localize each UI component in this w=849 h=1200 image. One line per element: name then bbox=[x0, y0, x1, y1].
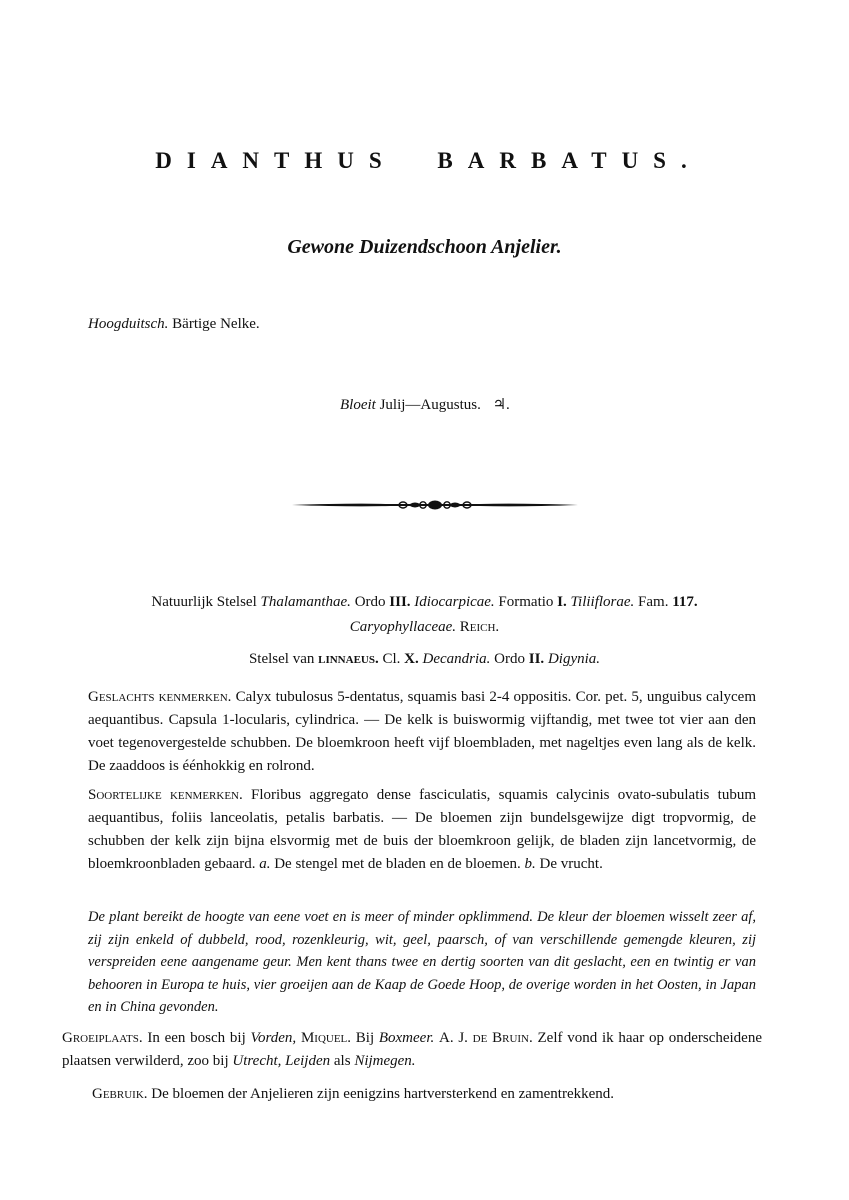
ordo2-name: Digynia. bbox=[547, 651, 601, 667]
formatio-label: Formatio bbox=[498, 594, 554, 610]
formatio-name: Tiliiflorae. bbox=[570, 594, 635, 610]
natural-system-line bbox=[0, 594, 849, 611]
class-name: Decandria. bbox=[422, 651, 491, 667]
system-label: Natuurlijk Stelsel bbox=[151, 594, 257, 610]
genus-text: Calyx tubulosus 5-dentatus, squamis basi 2-4 oppositis. Cor. pet. 5, unguibus calycem aequantibus. Capsula 1-locularis, cylindrica. — De kelk is buiswormig vijftandig, met twee tot vier aan den voet tegenovergestelde schubben. De bloemkroon heeft vijf bloembladen, met nageltjes even lang als de kelk. De zaaddoos is éénhokkig en rolrond. bbox=[88, 689, 756, 774]
formatio-number: I. bbox=[557, 594, 567, 610]
place-boxmeer: Boxmeer. bbox=[378, 1030, 435, 1046]
place-leijden: Leijden bbox=[285, 1053, 331, 1069]
habitat-text-2: Bij bbox=[355, 1030, 375, 1046]
perennial-symbol: ♃. bbox=[492, 397, 510, 413]
usage-paragraph bbox=[92, 1083, 760, 1106]
german-name-line bbox=[88, 316, 260, 333]
ordo2-label: Ordo bbox=[494, 651, 525, 667]
species-label: Soortelijke kenmerken. bbox=[88, 787, 243, 803]
figure-a-caption: De stengel met de bladen en de bloemen. bbox=[274, 856, 521, 872]
german-name: Bärtige Nelke. bbox=[172, 316, 260, 332]
linnaeus-name: linnaeus. bbox=[318, 651, 379, 667]
page-title: DIANTHUS BARBATUS. bbox=[155, 148, 702, 173]
habitat-text-1: In een bosch bij bbox=[147, 1030, 246, 1046]
habitat-label: Groeiplaats. bbox=[62, 1030, 143, 1046]
bloom-period: Julij—Augustus. bbox=[379, 397, 481, 413]
ordo-label: Ordo bbox=[354, 594, 386, 610]
description-paragraph: De plant bereikt de hoogte van eene voet en is meer of minder opklimmend. De kleur der bloemen wisselt zeer af, zij zijn enkeld of dubbeld, rood, rozenkleurig, wit, geel, paarsch, of van verschillende gemengde kleuren, zij verspreiden eene aangename geur. Men kent thans twee en dertig soorten van dit geslacht, een en twintig er van behooren in Europa te huis, vier groeijen aan de Kaap de Goede Hoop, de overige worden in het Oosten, in Japan en in China gevonden. bbox=[88, 909, 756, 1015]
linnaeus-label: Stelsel van bbox=[248, 651, 315, 667]
linnaeus-system-line bbox=[0, 651, 849, 668]
ordo-number: III. bbox=[389, 594, 411, 610]
species-characteristics bbox=[88, 784, 756, 876]
habitat-text-4: als bbox=[333, 1053, 351, 1069]
bloom-label: Bloeit bbox=[340, 397, 376, 413]
family-author: Reich. bbox=[459, 619, 500, 635]
genus-label: Geslachts kenmerken. bbox=[88, 689, 232, 705]
figure-mark-a: a. bbox=[259, 856, 271, 872]
class-number: X. bbox=[404, 651, 419, 667]
habitat-text-3: Zelf vond ik haar op onderscheidene plaatsen verwilderd, zoo bij bbox=[62, 1030, 762, 1069]
habitat-paragraph bbox=[62, 1027, 762, 1073]
ordo2-number: II. bbox=[528, 651, 545, 667]
usage-text: De bloemen der Anjelieren zijn eenigzins hartversterkend en zamentrekkend. bbox=[151, 1086, 615, 1102]
german-label: Hoogduitsch. bbox=[88, 316, 169, 332]
bloom-line bbox=[340, 395, 510, 414]
place-utrecht: Utrecht, bbox=[232, 1053, 282, 1069]
collector-de-bruin: A. J. de Bruin. bbox=[439, 1030, 533, 1046]
class-label: Cl. bbox=[382, 651, 401, 667]
figure-b-caption: De vrucht. bbox=[539, 856, 603, 872]
place-vorden: Vorden, bbox=[250, 1030, 297, 1046]
place-nijmegen: Nijmegen. bbox=[354, 1053, 416, 1069]
family-line bbox=[0, 619, 849, 636]
collector-miquel: Miquel. bbox=[300, 1030, 352, 1046]
system-class: Thalamanthae. bbox=[260, 594, 351, 610]
family-name: Caryophyllaceae. bbox=[349, 619, 457, 635]
ornament-divider bbox=[290, 495, 580, 515]
species-text: Floribus aggregato dense fasciculatis, squamis calycinis ovato-subulatis tubum aequantibus, foliis lanceolatis, petalis barbatis. — De bloemen zijn bundelsgewijze digt tropvormig, de schubben der kelk zijn bijna elsvormig met de buis der bloemkroon gelijk, de bladen zijn lancetvormig, de bloemkroonbladen gebaard. bbox=[88, 787, 756, 872]
usage-label: Gebruik. bbox=[92, 1086, 148, 1102]
fam-number: 117. bbox=[672, 594, 698, 610]
genus-characteristics bbox=[88, 686, 756, 778]
figure-mark-b: b. bbox=[524, 856, 536, 872]
ordo-name: Idiocarpicae. bbox=[414, 594, 495, 610]
page-subtitle: Gewone Duizendschoon Anjelier. bbox=[287, 236, 562, 258]
fam-label: Fam. bbox=[638, 594, 669, 610]
